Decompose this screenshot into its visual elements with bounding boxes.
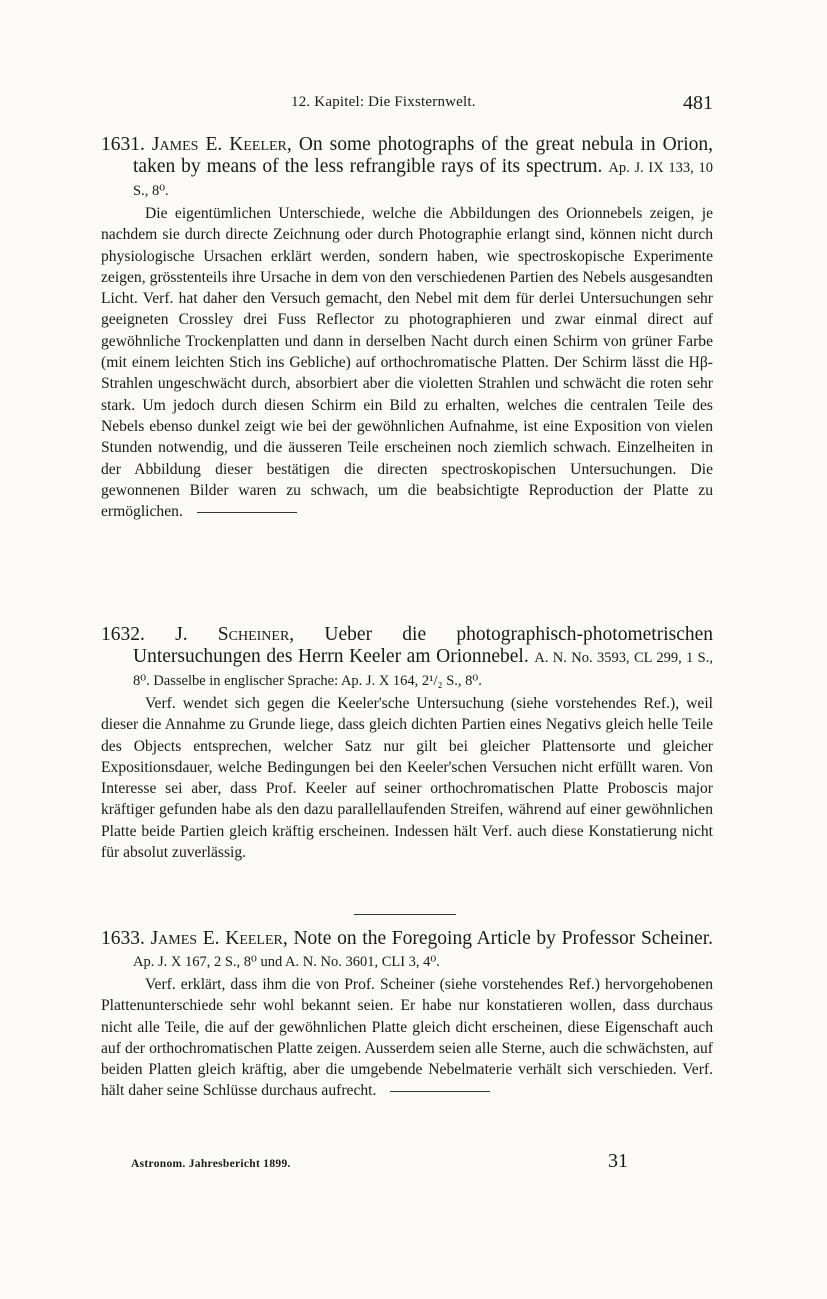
end-rule [390,1091,490,1092]
entry-body-text: Verf. wendet sich gegen die Keeler'sche Untersuchung (siehe vorstehendes Ref.), weil dieser die Annahme zu Grunde liege, dass gleich dichten Partien eines Negativs gleich helle Teile des Objects entsprechen, welcher Satz nur gilt bei gleicher Plattensorte und gleicher Expositionsdauer, welche Bedingungen bei den Keeler'schen Versuchen nicht erfüllt waren. Von Interesse sei aber, dass Prof. Keeler auf seiner orthochromatischen Platte Proboscis major kräftiger gefunden habe als den dazu parallellaufenden Streifen, während auf einer gewöhnlichen Platte beide Partien gleich kräftig erscheinen. Indessen hält Verf. auch diese Konstatierung nicht für absolut zuverlässig. [101,695,713,862]
page-footer [101,1150,713,1180]
entry-body [101,203,713,522]
entry-reference: A. N. No. 3593, CL 299, 1 S., 8⁰. Dasselbe in englischer Sprache: Ap. J. X 164, 2¹/₂ S., 8⁰. [133,650,713,689]
entry-body [101,693,713,863]
entry-number: 1631. [101,134,145,155]
entry-body [101,974,713,1102]
entry-1633 [101,928,713,1102]
entry-title: Ueber die photographisch-photometrischen Untersuchungen des Herrn Keeler am Orionnebel. [133,624,714,667]
entry-title: On some photographs of the great nebula in Orion, taken by means of the less refrangible rays of its spectrum. [133,134,714,177]
entry-author: James E. Keeler, [150,928,288,949]
entry-heading [101,928,713,973]
running-header [101,92,713,116]
entry-number: 1633. [101,928,145,949]
entry-body-text: Verf. erklärt, dass ihm die von Prof. Scheiner (siehe vorstehendes Ref.) hervorgehobenen Plattenunterschiede sehr wohl bekannt seien. Er habe nur konstatieren wollen, dass durchaus nicht alle Teile, die auf der gewöhnlichen Platte gleich dicht erscheinen, diese Eigenschaft auch auf der orthochromatischen Platte zeigen. Ausserdem seien alle Sterne, auch die schwächsten, auf beiden Platten gleich kräftig, aber die umgebende Nebelmaterie verhält sich verschieden. Verf. hält daher seine Schlüsse durchaus aufrecht. [101,976,713,1100]
entry-reference: Ap. J. IX 133, 10 S., 8⁰. [133,160,713,199]
entry-number: 1632. [101,624,145,645]
entry-heading [101,624,713,692]
entry-body-text: Die eigentümlichen Unterschiede, welche die Abbildungen des Orionnebels zeigen, je nachdem sie durch directe Zeichnung oder durch Photographie erlangt sind, können nicht durch physiologische Ursachen erklärt werden, sondern haben, wie spectroskopische Experimente zeigen, grösstenteils ihre Ursache in dem von den verschiedenen Partien des Nebels ausgesandten Licht. Verf. hat daher den Versuch gemacht, den Nebel mit dem für derlei Untersuchungen sehr geeigneten Crossley drei Fuss Reflector zu photographieren und zwar einmal direct auf gewöhnliche Trockenplatten und dann in derselben Nacht durch einen Schirm von grüner Farbe (mit einem leichten Stich ins Gebliche) auf orthochromatische Platten. Der Schirm lässt die Hβ-Strahlen ungeschwächt durch, absorbiert aber die violetten Strahlen und schwächt die roten sehr stark. Um jedoch durch diesen Schirm ein Bild zu erhalten, welches die centralen Teile des Nebels ebenso dunkel zeigt wie bei der gewöhnlichen Aufnahme, ist eine Exposition von vielen Stunden notwendig, und die äusseren Teile erscheinen noch ziemlich schwach. Einzelheiten in der Abbildung dieser bestätigen die directen spectroskopischen Untersuchungen. Die gewonnenen Bilder waren zu schwach, um die beabsichtigte Reproduction der Platte zu ermöglichen. [101,205,713,521]
end-rule [197,512,297,513]
entry-1632 [101,624,713,863]
page-number: 481 [683,92,713,114]
running-title: 12. Kapitel: Die Fixsternwelt. [291,94,476,110]
signature-mark: 31 [608,1150,628,1172]
entry-title: Note on the Foregoing Article by Professor Scheiner. [293,928,714,949]
entry-author: J. Scheiner, [175,624,295,645]
section-separator [354,914,456,915]
entry-1631 [101,134,713,522]
entry-author: James E. Keeler, [151,134,292,155]
footer-source: Astronom. Jahresbericht 1899. [131,1158,291,1170]
entry-heading [101,134,713,202]
entry-reference: Ap. J. X 167, 2 S., 8⁰ und A. N. No. 3601, CLI 3, 4⁰. [133,954,440,970]
